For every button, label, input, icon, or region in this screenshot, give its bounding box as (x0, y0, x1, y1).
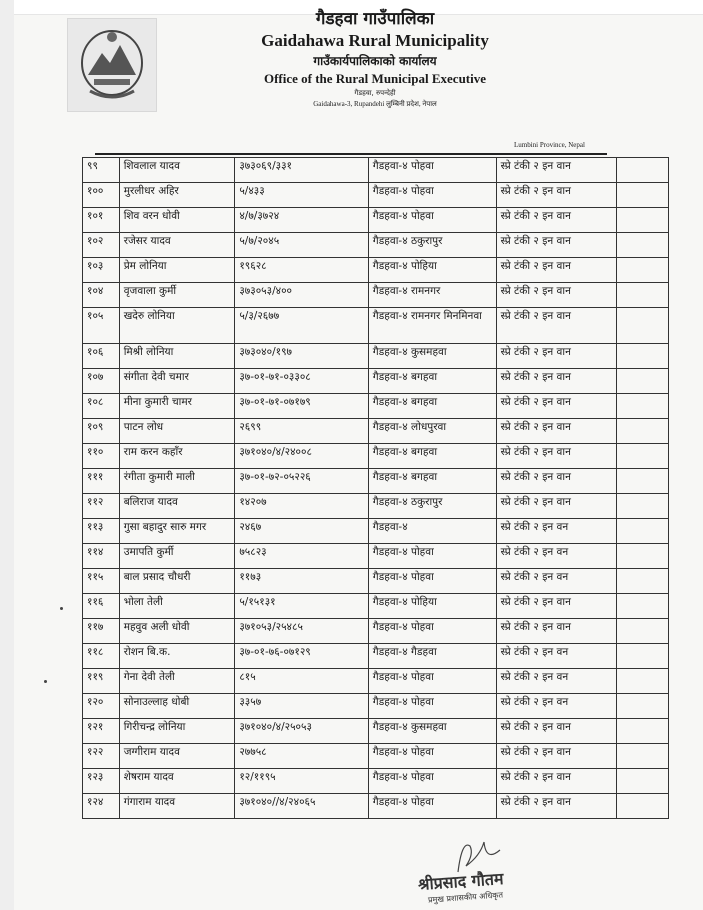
table-row (83, 419, 669, 444)
cell-sn: १२३ (83, 769, 120, 794)
cell-id: २७७५८ (235, 744, 368, 769)
cell-name: बाल प्रसाद चौधरी (119, 569, 235, 594)
cell-empty (616, 769, 668, 794)
cell-id: ३३५७ (235, 694, 368, 719)
letterhead (160, 8, 590, 109)
cell-address: गैडहवा-४ बगहवा (368, 369, 496, 394)
cell-item: स्प्रे टंकी २ इन वान (496, 744, 616, 769)
cell-sn: १२२ (83, 744, 120, 769)
table-row (83, 594, 669, 619)
table-row (83, 444, 669, 469)
cell-name: संगीता देवी चमार (119, 369, 235, 394)
cell-item: स्प्रे टंकी २ इन वन (496, 669, 616, 694)
cell-sn: ११२ (83, 494, 120, 519)
cell-sn: १०३ (83, 258, 120, 283)
cell-name: मुरलीधर अहिर (119, 183, 235, 208)
cell-item: स्प्रे टंकी २ इन वान (496, 494, 616, 519)
cell-name: शेषराम यादव (119, 769, 235, 794)
cell-sn: १२४ (83, 794, 120, 819)
cell-name: शिवलाल यादव (119, 158, 235, 183)
table-row (83, 694, 669, 719)
table-row (83, 258, 669, 283)
cell-empty (616, 233, 668, 258)
office-name-en: Office of the Rural Municipal Executive (263, 71, 487, 86)
cell-empty (616, 469, 668, 494)
cell-empty (616, 719, 668, 744)
cell-address: गैडहवा-४ ठकुरापुर (368, 494, 496, 519)
scan-edge (0, 0, 14, 910)
cell-item: स्प्रे टंकी २ इन वन (496, 519, 616, 544)
signatory-name: श्रीप्रसाद गौतम (417, 869, 505, 894)
cell-empty (616, 519, 668, 544)
table-row (83, 744, 669, 769)
cell-item: स्प्रे टंकी २ इन वान (496, 283, 616, 308)
cell-sn: ११६ (83, 594, 120, 619)
cell-sn: १०० (83, 183, 120, 208)
cell-item: स्प्रे टंकी २ इन वन (496, 544, 616, 569)
cell-address: गैडहवा-४ पोहवा (368, 158, 496, 183)
cell-address: गैडहवा-४ बगहवा (368, 394, 496, 419)
cell-id: ५/४३३ (235, 183, 368, 208)
table-row (83, 344, 669, 369)
cell-empty (616, 419, 668, 444)
cell-sn: ११४ (83, 544, 120, 569)
cell-sn: १२१ (83, 719, 120, 744)
cell-item: स्प्रे टंकी २ इन वान (496, 233, 616, 258)
cell-name: गंगाराम यादव (119, 794, 235, 819)
table-row (83, 233, 669, 258)
cell-sn: ११७ (83, 619, 120, 644)
cell-empty (616, 594, 668, 619)
cell-empty (616, 794, 668, 819)
cell-id: ३७-०१-७६-०७१२९ (235, 644, 368, 669)
cell-id: २४६७ (235, 519, 368, 544)
cell-empty (616, 494, 668, 519)
cell-name: भोला तेली (119, 594, 235, 619)
cell-address: गैडहवा-४ पोहवा (368, 619, 496, 644)
cell-item: स्प्रे टंकी २ इन वान (496, 619, 616, 644)
cell-id: ४/७/३७२४ (235, 208, 368, 233)
cell-item: स्प्रे टंकी २ इन वान (496, 369, 616, 394)
cell-address: गैडहवा-४ पोहवा (368, 794, 496, 819)
cell-item: स्प्रे टंकी २ इन वान (496, 419, 616, 444)
cell-name: गेना देवी तेली (119, 669, 235, 694)
cell-sn: ११८ (83, 644, 120, 669)
cell-id: १४२०७ (235, 494, 368, 519)
header-rule (95, 153, 607, 155)
cell-sn: १०९ (83, 419, 120, 444)
place-np: गैडहवा, रुपन्देही (354, 89, 396, 97)
municipality-name-en: Gaidahawa Rural Municipality (261, 31, 489, 50)
table-row (83, 208, 669, 233)
office-name-np: गाउँकार्यपालिकाको कार्यालय (313, 54, 437, 68)
scan-speck (44, 680, 47, 683)
cell-id: ३७१०४०//४/२४०६५ (235, 794, 368, 819)
cell-item: स्प्रे टंकी २ इन वन (496, 644, 616, 669)
cell-id: १२/११९५ (235, 769, 368, 794)
cell-empty (616, 258, 668, 283)
cell-name: महवुव अली धोवी (119, 619, 235, 644)
table-row (83, 669, 669, 694)
cell-address: गैडहवा-४ पोहवा (368, 769, 496, 794)
cell-address: गैडहवा-४ पोहवा (368, 669, 496, 694)
cell-empty (616, 344, 668, 369)
cell-empty (616, 183, 668, 208)
cell-address: गैडहवा-४ रामनगर (368, 283, 496, 308)
scan-speck (60, 607, 63, 610)
cell-item: स्प्रे टंकी २ इन वान (496, 469, 616, 494)
cell-name: मीना कुमारी चामर (119, 394, 235, 419)
municipality-logo (67, 18, 157, 112)
province-label: Lumbini Province, Nepal (514, 141, 585, 149)
cell-address: गैडहवा-४ पोहिया (368, 594, 496, 619)
cell-name: रंगीता कुमारी माली (119, 469, 235, 494)
cell-address: गैडहवा-४ लोधपुरवा (368, 419, 496, 444)
cell-sn: ११३ (83, 519, 120, 544)
signatory-title: प्रमुख प्रशासकीय अधिकृत (427, 890, 504, 905)
cell-name: प्रेम लोनिया (119, 258, 235, 283)
address-en: Gaidahawa-3, Rupandehi लुम्बिनी प्रदेश, नेपाल (313, 100, 437, 108)
table-row (83, 719, 669, 744)
cell-item: स्प्रे टंकी २ इन वान (496, 594, 616, 619)
cell-item: स्प्रे टंकी २ इन वान (496, 394, 616, 419)
cell-item: स्प्रे टंकी २ इन वान (496, 344, 616, 369)
cell-empty (616, 208, 668, 233)
table-row (83, 494, 669, 519)
cell-name: गुसा बहादुर सारु मगर (119, 519, 235, 544)
table-row (83, 469, 669, 494)
table-row (83, 769, 669, 794)
cell-empty (616, 619, 668, 644)
cell-address: गैडहवा-४ बगहवा (368, 469, 496, 494)
cell-item: स्प्रे टंकी २ इन वान (496, 158, 616, 183)
cell-sn: ११० (83, 444, 120, 469)
cell-address: गैडहवा-४ पोहवा (368, 544, 496, 569)
cell-sn: १०८ (83, 394, 120, 419)
cell-address: गैडहवा-४ पोहवा (368, 744, 496, 769)
cell-item: स्प्रे टंकी २ इन वन (496, 694, 616, 719)
cell-id: ३७३०५३/४०० (235, 283, 368, 308)
cell-address: गैडहवा-४ पोहवा (368, 208, 496, 233)
cell-id: ११७३ (235, 569, 368, 594)
table-row (83, 369, 669, 394)
cell-name: गिरीचन्द्र लोनिया (119, 719, 235, 744)
cell-address: गैडहवा-४ पोहवा (368, 694, 496, 719)
table-row (83, 619, 669, 644)
cell-item: स्प्रे टंकी २ इन वान (496, 769, 616, 794)
cell-name: राम करन कहाँर (119, 444, 235, 469)
cell-sn: ११९ (83, 669, 120, 694)
cell-address: गैडहवा-४ ठकुरापुर (368, 233, 496, 258)
beneficiary-table (82, 157, 669, 819)
cell-address: गैडहवा-४ गैडहवा (368, 644, 496, 669)
cell-name: खदेरु लोनिया (119, 308, 235, 344)
cell-sn: १०४ (83, 283, 120, 308)
cell-address: गैडहवा-४ पोहवा (368, 569, 496, 594)
table-row (83, 794, 669, 819)
cell-id: ३७-०१-७१-०७१७९ (235, 394, 368, 419)
cell-empty (616, 569, 668, 594)
cell-empty (616, 544, 668, 569)
cell-sn: १२० (83, 694, 120, 719)
cell-name: रोशन बि.क. (119, 644, 235, 669)
cell-empty (616, 283, 668, 308)
cell-sn: १०१ (83, 208, 120, 233)
cell-id: ५/१५१३१ (235, 594, 368, 619)
cell-id: ५/७/२०४५ (235, 233, 368, 258)
cell-item: स्प्रे टंकी २ इन वान (496, 183, 616, 208)
cell-id: ३७१०४०/४/२४००८ (235, 444, 368, 469)
cell-empty (616, 394, 668, 419)
cell-sn: १११ (83, 469, 120, 494)
table-row (83, 183, 669, 208)
cell-sn: १०६ (83, 344, 120, 369)
cell-name: बलिराज यादव (119, 494, 235, 519)
cell-empty (616, 369, 668, 394)
cell-address: गैडहवा-४ (368, 519, 496, 544)
cell-sn: १०२ (83, 233, 120, 258)
cell-sn: १०५ (83, 308, 120, 344)
cell-address: गैडहवा-४ कुसमहवा (368, 344, 496, 369)
cell-name: रजेसर यादव (119, 233, 235, 258)
cell-item: स्प्रे टंकी २ इन वान (496, 308, 616, 344)
table-row (83, 394, 669, 419)
cell-sn: १०७ (83, 369, 120, 394)
cell-empty (616, 444, 668, 469)
table-row (83, 569, 669, 594)
cell-address: गैडहवा-४ रामनगर मिनमिनवा (368, 308, 496, 344)
cell-id: ८१५ (235, 669, 368, 694)
cell-address: गैडहवा-४ बगहवा (368, 444, 496, 469)
table-row (83, 544, 669, 569)
cell-id: ३७१०४०/४/२५०५३ (235, 719, 368, 744)
cell-name: उमापति कुर्मी (119, 544, 235, 569)
cell-id: ३७-०१-७१-०३३०८ (235, 369, 368, 394)
cell-sn: ११५ (83, 569, 120, 594)
cell-id: ३७३०४०/१९७ (235, 344, 368, 369)
table-row (83, 308, 669, 344)
municipality-name-np: गैडहवा गाउँपालिका (315, 9, 435, 29)
cell-id: ७५८२३ (235, 544, 368, 569)
cell-item: स्प्रे टंकी २ इन वान (496, 444, 616, 469)
table-row (83, 519, 669, 544)
cell-empty (616, 308, 668, 344)
cell-empty (616, 158, 668, 183)
cell-address: गैडहवा-४ पोहवा (368, 183, 496, 208)
cell-item: स्प्रे टंकी २ इन वान (496, 258, 616, 283)
cell-id: १९६२८ (235, 258, 368, 283)
cell-id: २६९९ (235, 419, 368, 444)
cell-empty (616, 694, 668, 719)
cell-address: गैडहवा-४ कुसमहवा (368, 719, 496, 744)
cell-name: शिव वरन धोवी (119, 208, 235, 233)
cell-id: ५/३/२६७७ (235, 308, 368, 344)
cell-item: स्प्रे टंकी २ इन वान (496, 208, 616, 233)
cell-name: जग्गीराम यादव (119, 744, 235, 769)
cell-id: ३७-०१-७२-०५२२६ (235, 469, 368, 494)
cell-id: ३७१०५३/२५४८५ (235, 619, 368, 644)
cell-name: सोनाउल्लाह धोबी (119, 694, 235, 719)
cell-address: गैडहवा-४ पोहिया (368, 258, 496, 283)
cell-empty (616, 644, 668, 669)
cell-name: मिश्री लोनिया (119, 344, 235, 369)
table-row (83, 283, 669, 308)
table-row (83, 644, 669, 669)
cell-name: पाटन लोध (119, 419, 235, 444)
table-row (83, 158, 669, 183)
cell-sn: ९९ (83, 158, 120, 183)
cell-id: ३७३०६९/३३१ (235, 158, 368, 183)
cell-empty (616, 669, 668, 694)
cell-empty (616, 744, 668, 769)
cell-item: स्प्रे टंकी २ इन वान (496, 794, 616, 819)
cell-item: स्प्रे टंकी २ इन वन (496, 569, 616, 594)
cell-item: स्प्रे टंकी २ इन वान (496, 719, 616, 744)
cell-name: वृजवाला कुर्मी (119, 283, 235, 308)
